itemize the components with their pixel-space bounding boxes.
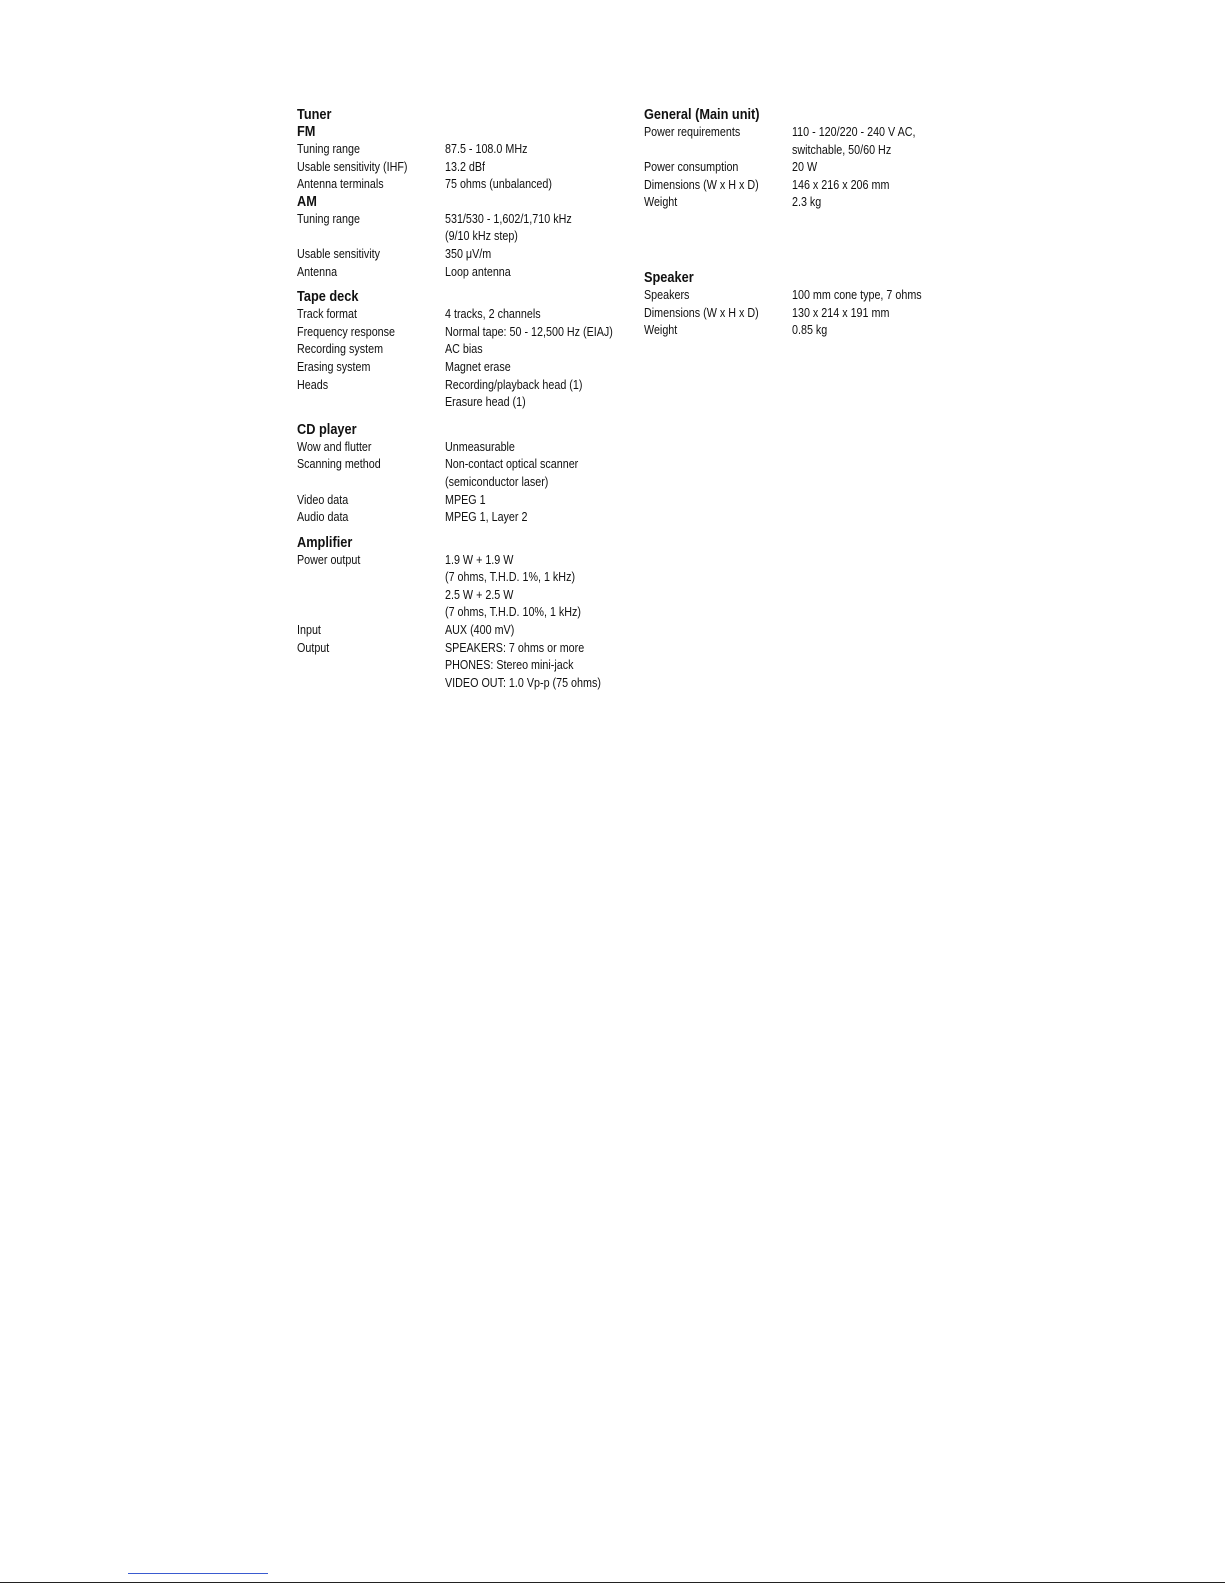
section-title-speaker: Speaker bbox=[644, 269, 694, 286]
spec-value: (7 ohms, T.H.D. 1%, 1 kHz) bbox=[445, 570, 576, 585]
spec-label: Heads bbox=[297, 377, 329, 392]
spec-label: Audio data bbox=[297, 510, 349, 525]
spec-label: Weight bbox=[644, 195, 678, 210]
spec-label: Track format bbox=[297, 307, 357, 322]
subsection-title-am: AM bbox=[297, 193, 317, 210]
spec-group bbox=[297, 439, 627, 527]
spec-value: Normal tape: 50 - 12,500 Hz (EIAJ) bbox=[445, 324, 613, 339]
spec-row bbox=[297, 509, 627, 527]
spec-value: (9/10 kHz step) bbox=[445, 229, 518, 244]
spec-row bbox=[297, 492, 627, 510]
spec-value: 130 x 214 x 191 mm bbox=[792, 305, 890, 320]
spec-label: Dimensions (W x H x D) bbox=[644, 177, 759, 192]
spec-label: Input bbox=[297, 623, 321, 638]
subsection-title-fm: FM bbox=[297, 124, 316, 140]
spec-value: 2.5 W + 2.5 W bbox=[445, 587, 514, 602]
spec-value: Loop antenna bbox=[445, 264, 511, 279]
spec-label: Weight bbox=[644, 323, 678, 338]
spec-row bbox=[297, 359, 627, 377]
spec-value: Magnet erase bbox=[445, 359, 511, 374]
spec-label: Tuning range bbox=[297, 142, 360, 156]
spec-label: Usable sensitivity bbox=[297, 246, 381, 261]
spec-row bbox=[297, 176, 627, 194]
spec-value: 20 W bbox=[792, 160, 818, 175]
section-title-tape-deck: Tape deck bbox=[297, 289, 359, 306]
spec-row bbox=[297, 377, 627, 412]
spec-value: (semiconductor laser) bbox=[445, 474, 549, 489]
spec-group bbox=[297, 211, 627, 281]
spec-label: Wow and flutter bbox=[297, 439, 372, 454]
spec-group bbox=[644, 124, 944, 212]
spec-label: Scanning method bbox=[297, 457, 381, 472]
spec-row bbox=[644, 177, 944, 195]
spec-value: Erasure head (1) bbox=[445, 395, 526, 410]
spec-row bbox=[297, 341, 627, 359]
spec-label: Power requirements bbox=[644, 125, 741, 139]
spec-value: AUX (400 mV) bbox=[445, 623, 515, 638]
spec-value: MPEG 1 bbox=[445, 492, 486, 507]
spec-value: Non-contact optical scanner bbox=[445, 457, 579, 472]
spec-row bbox=[297, 306, 627, 324]
spec-value: switchable, 50/60 Hz bbox=[792, 142, 892, 157]
spec-value: 531/530 - 1,602/1,710 kHz bbox=[445, 211, 572, 226]
spec-label: Dimensions (W x H x D) bbox=[644, 305, 759, 320]
spec-value: MPEG 1, Layer 2 bbox=[445, 510, 528, 525]
spec-value: 0.85 kg bbox=[792, 323, 828, 338]
spec-label: Video data bbox=[297, 492, 349, 507]
spec-group bbox=[297, 141, 627, 194]
spec-group bbox=[297, 306, 627, 412]
spec-row bbox=[644, 159, 944, 177]
spec-row bbox=[297, 211, 627, 246]
spec-value: 4 tracks, 2 channels bbox=[445, 307, 541, 322]
spec-value: 100 mm cone type, 7 ohms bbox=[792, 287, 922, 302]
spec-row bbox=[297, 141, 627, 159]
spec-label: Power consumption bbox=[644, 160, 739, 175]
specs-left-column bbox=[297, 106, 627, 692]
spec-row bbox=[644, 287, 944, 305]
spec-value: 146 x 216 x 206 mm bbox=[792, 177, 890, 192]
spec-value: 75 ohms (unbalanced) bbox=[445, 177, 552, 192]
page-bottom-rule bbox=[0, 1582, 1225, 1583]
spec-value: 2.3 kg bbox=[792, 195, 822, 210]
specs-right-column bbox=[644, 106, 944, 340]
spec-value: 110 - 120/220 - 240 V AC, bbox=[792, 125, 916, 139]
spec-row bbox=[297, 456, 627, 491]
spec-value: 350 μV/m bbox=[445, 246, 492, 261]
footer-link-rule bbox=[128, 1573, 268, 1574]
spec-row bbox=[644, 322, 944, 340]
spec-label: Recording system bbox=[297, 342, 384, 357]
spec-value: (7 ohms, T.H.D. 10%, 1 kHz) bbox=[445, 605, 582, 620]
spec-row bbox=[644, 194, 944, 212]
spec-label: Output bbox=[297, 640, 330, 655]
spec-row bbox=[297, 439, 627, 457]
spec-label: Frequency response bbox=[297, 324, 395, 339]
spec-value: SPEAKERS: 7 ohms or more bbox=[445, 640, 585, 655]
spec-value: PHONES: Stereo mini-jack bbox=[445, 658, 574, 673]
spec-row bbox=[297, 159, 627, 177]
spec-row bbox=[644, 305, 944, 323]
spec-group bbox=[297, 552, 627, 693]
section-title-cd-player: CD player bbox=[297, 421, 357, 438]
spec-value: 13.2 dBf bbox=[445, 159, 486, 174]
spec-label: Tuning range bbox=[297, 211, 360, 226]
section-title-general: General (Main unit) bbox=[644, 107, 760, 123]
spec-label: Speakers bbox=[644, 287, 690, 302]
spec-row bbox=[297, 246, 627, 264]
section-title-amplifier: Amplifier bbox=[297, 534, 353, 551]
spec-value: Recording/playback head (1) bbox=[445, 377, 583, 392]
section-title-tuner: Tuner bbox=[297, 107, 332, 123]
spec-row bbox=[297, 324, 627, 342]
spec-label: Erasing system bbox=[297, 359, 371, 374]
spec-row bbox=[297, 264, 627, 282]
spec-value: Unmeasurable bbox=[445, 439, 515, 454]
spec-label: Antenna bbox=[297, 264, 338, 279]
spec-value: VIDEO OUT: 1.0 Vp-p (75 ohms) bbox=[445, 675, 601, 690]
spec-label: Usable sensitivity (IHF) bbox=[297, 159, 408, 174]
spec-row bbox=[297, 622, 627, 640]
spec-label: Antenna terminals bbox=[297, 177, 384, 192]
spec-row bbox=[297, 640, 627, 693]
spec-value: AC bias bbox=[445, 342, 483, 357]
spec-row bbox=[644, 124, 944, 159]
spec-label: Power output bbox=[297, 552, 361, 567]
spec-value: 1.9 W + 1.9 W bbox=[445, 552, 514, 567]
spec-row bbox=[297, 552, 627, 622]
spec-value: 87.5 - 108.0 MHz bbox=[445, 142, 528, 156]
spec-group bbox=[644, 287, 944, 340]
